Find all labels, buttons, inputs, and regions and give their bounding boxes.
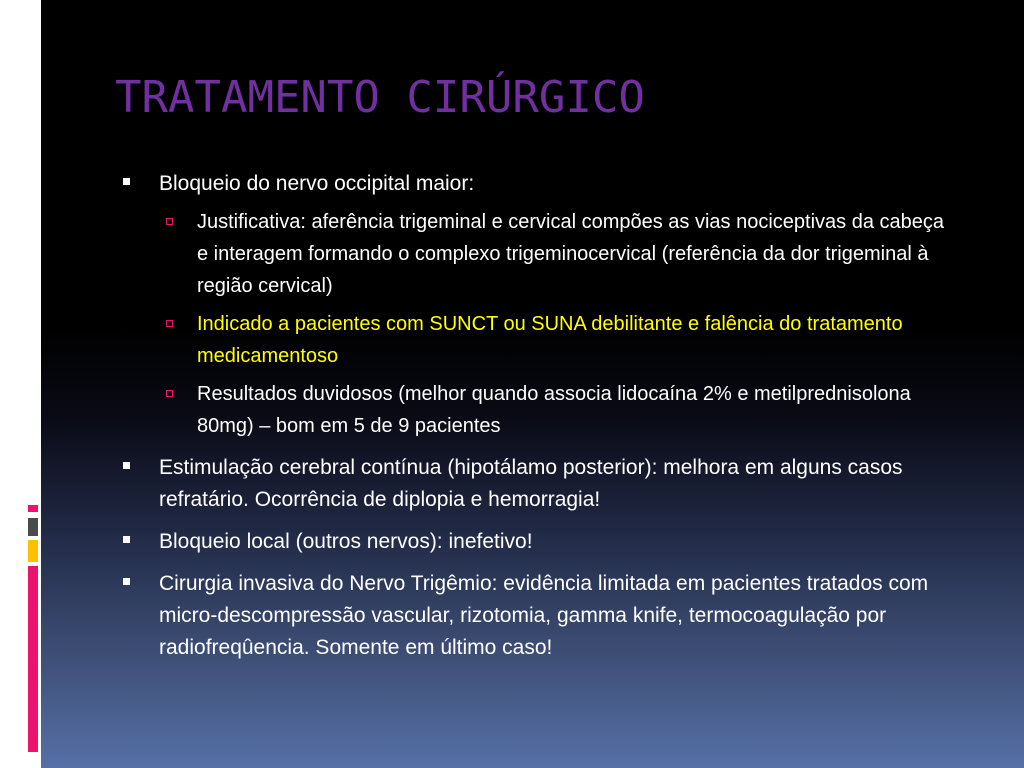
accent-bar-pink-top (28, 505, 38, 512)
sub-bullet-item-highlighted (120, 308, 960, 372)
sub-bullet-text: Resultados duvidosos (melhor quando associa lidocaína 2% e metilprednisolona 80mg) – bom em 5 de 9 pacientes (197, 383, 911, 437)
sub-bullet-text: Indicado a pacientes com SUNCT ou SUNA debilitante e falência do tratamento medicamentoso (197, 313, 903, 367)
hollow-square-bullet-icon (166, 390, 173, 397)
slide-title: TRATAMENTO CIRÚRGICO (115, 72, 645, 123)
sub-bullet-text: Justificativa: aferência trigeminal e cervical compões as vias nociceptivas da cabeça e interagem formando o complexo trigeminocervical (referência da dor trigeminal à região cervical) (197, 211, 945, 297)
square-bullet-icon (123, 178, 130, 185)
bullet-item (120, 168, 960, 200)
bullet-item (120, 526, 960, 558)
left-decorative-strip (0, 0, 41, 768)
square-bullet-icon (123, 536, 130, 543)
sub-bullet-item (120, 206, 960, 302)
bullet-text: Cirurgia invasiva do Nervo Trigêmio: evidência limitada em pacientes tratados com micro-descompressão vascular, rizotomia, gamma knife, termocoagulação por radiofreqûencia. Somente em último caso! (159, 572, 929, 659)
bullet-text: Bloqueio local (outros nervos): inefetivo! (159, 530, 533, 553)
accent-bar-yellow (28, 540, 38, 562)
bullet-list (120, 168, 960, 670)
accent-bar-gray (28, 518, 38, 536)
square-bullet-icon (123, 462, 130, 469)
bullet-text: Estimulação cerebral contínua (hipotálamo posterior): melhora em alguns casos refratário. Ocorrência de diplopia e hemorragia! (159, 456, 903, 511)
hollow-square-bullet-icon (166, 218, 173, 225)
bullet-text: Bloqueio do nervo occipital maior: (159, 172, 475, 195)
bullet-item (120, 452, 960, 516)
bullet-item (120, 568, 960, 664)
sub-bullet-item (120, 378, 960, 442)
hollow-square-bullet-icon (166, 320, 173, 327)
square-bullet-icon (123, 578, 130, 585)
accent-bar-pink-long (28, 566, 38, 752)
